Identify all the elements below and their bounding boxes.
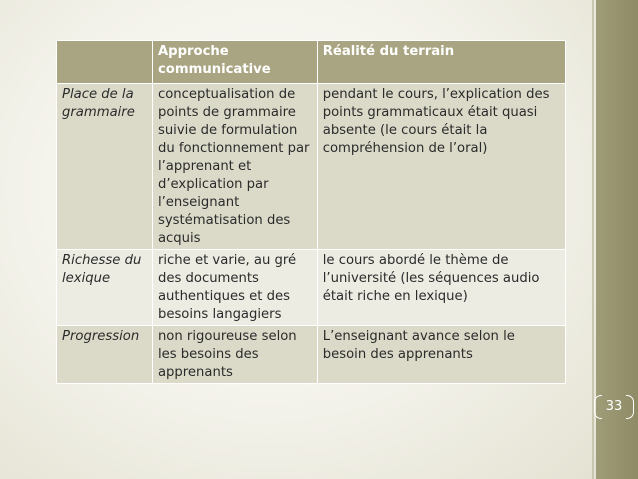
header-cell-approche: Approche communicative (152, 41, 317, 84)
page-number: 33 (605, 399, 623, 414)
cell-realite: le cours abordé le thème de l’université (les séquences audio était riche en lexique) (317, 250, 565, 326)
table-row (57, 84, 566, 250)
row-label: Richesse du lexique (57, 250, 153, 326)
cell-realite: pendant le cours, l’explication des points grammaticaux était quasi absente (le cours était la compréhension de l’oral) (317, 84, 565, 250)
bracket-left-icon (594, 395, 602, 419)
page-number-badge (594, 393, 634, 421)
comparison-table (56, 40, 566, 384)
table-row (57, 250, 566, 326)
header-cell-empty (57, 41, 153, 84)
cell-realite: L’enseignant avance selon le besoin des apprenants (317, 326, 565, 384)
table-header-row (57, 41, 566, 84)
cell-approche: riche et varie, au gré des documents authentiques et des besoins langagiers (152, 250, 317, 326)
table-row (57, 326, 566, 384)
cell-approche: conceptualisation de points de grammaire suivie de formulation du fonctionnement par l’apprenant et d’explication par l’enseignant systématisation des acquis (152, 84, 317, 250)
bracket-right-icon (626, 395, 634, 419)
header-cell-realite: Réalité du terrain (317, 41, 565, 84)
row-label: Progression (57, 326, 153, 384)
row-label: Place de la grammaire (57, 84, 153, 250)
cell-approche: non rigoureuse selon les besoins des apprenants (152, 326, 317, 384)
